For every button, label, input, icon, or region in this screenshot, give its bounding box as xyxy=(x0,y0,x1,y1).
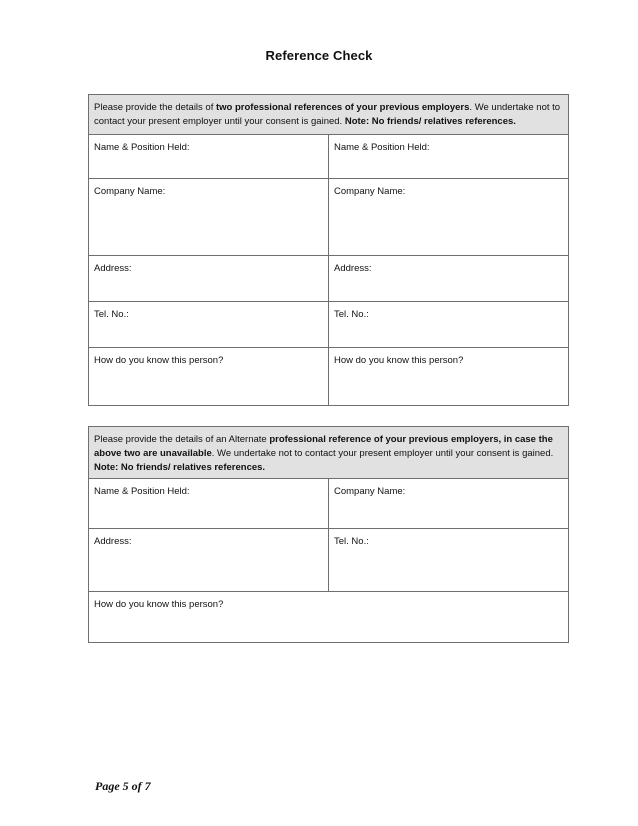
ref2-address-field[interactable]: Address: xyxy=(329,256,569,302)
alt-relationship-field[interactable]: How do you know this person? xyxy=(89,592,569,643)
ref2-tel-field[interactable]: Tel. No.: xyxy=(329,302,569,348)
alt-tel-field[interactable]: Tel. No.: xyxy=(329,529,569,592)
ref1-company-field[interactable]: Company Name: xyxy=(89,179,329,256)
references-instructions: Please provide the details of two professional references of your previous employers. We undertake not to contact your present employer until your consent is gained. Note: No friends/ relatives references. xyxy=(89,95,569,135)
ref2-relationship-field[interactable]: How do you know this person? xyxy=(329,348,569,406)
alternate-reference-table xyxy=(88,426,569,643)
page-title: Reference Check xyxy=(265,48,373,63)
alternate-reference-instructions: Please provide the details of an Alternate professional reference of your previous employers, in case the above two are unavailable. We undertake not to contact your present employer until your consent is gained. Note: No friends/ relatives references. xyxy=(89,427,569,479)
ref1-relationship-field[interactable]: How do you know this person? xyxy=(89,348,329,406)
alt-name-position-field[interactable]: Name & Position Held: xyxy=(89,479,329,529)
ref1-address-field[interactable]: Address: xyxy=(89,256,329,302)
alt-address-field[interactable]: Address: xyxy=(89,529,329,592)
references-table xyxy=(88,94,569,406)
ref2-company-field[interactable]: Company Name: xyxy=(329,179,569,256)
ref2-name-position-field[interactable]: Name & Position Held: xyxy=(329,135,569,179)
alt-company-field[interactable]: Company Name: xyxy=(329,479,569,529)
page-number: Page 5 of 7 xyxy=(95,779,151,793)
ref1-name-position-field[interactable]: Name & Position Held: xyxy=(89,135,329,179)
ref1-tel-field[interactable]: Tel. No.: xyxy=(89,302,329,348)
